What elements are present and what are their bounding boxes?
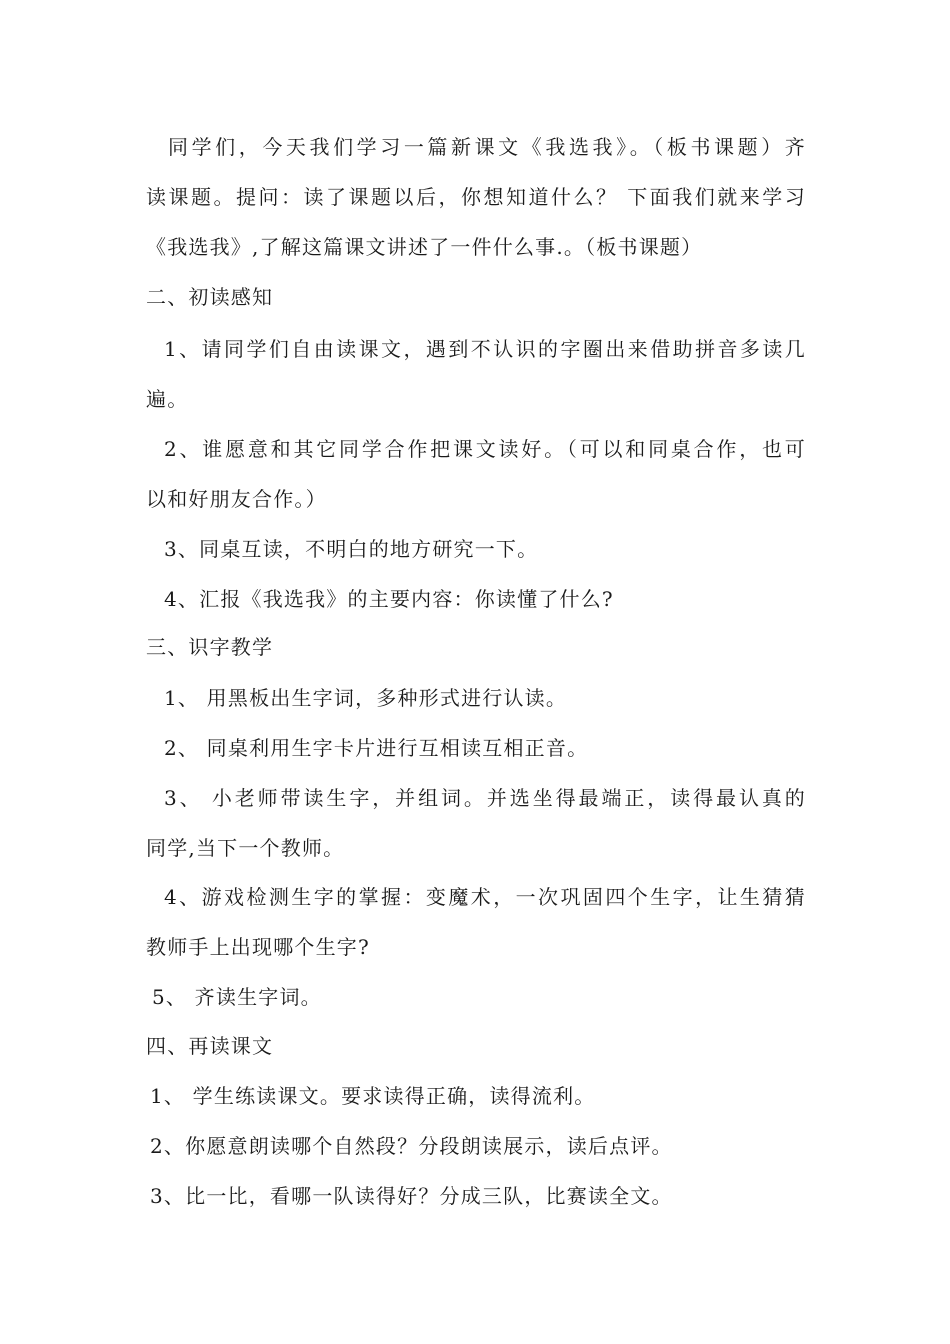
list-item-3-3-line-1: 3、 小老师带读生字，并组词。并选坐得最端正，读得最认真的: [164, 786, 806, 810]
paragraph-intro-line-2: 读课题。提问：读了课题以后，你想知道什么？ 下面我们就来学习: [146, 185, 806, 209]
list-item-4-1: 1、 学生练读课文。要求读得正确，读得流利。: [150, 1084, 596, 1108]
section-heading-3: 三、识字教学: [146, 635, 274, 659]
list-item-2-4: 4、汇报《我选我》的主要内容：你读懂了什么?: [164, 587, 614, 611]
list-item-2-2-line-1: 2、谁愿意和其它同学合作把课文读好。（可以和同桌合作，也可: [164, 437, 806, 461]
list-item-2-1-line-1: 1、请同学们自由读课文，遇到不认识的字圈出来借助拼音多读几: [164, 337, 806, 361]
list-item-3-4-line-2: 教师手上出现哪个生字?: [146, 935, 370, 959]
paragraph-intro-line-3: 《我选我》,了解这篇课文讲述了一件什么事.。（板书课题）: [146, 235, 703, 259]
paragraph-intro-line-1: 同学们，今天我们学习一篇新课文《我选我》。（板书课题）齐: [168, 135, 806, 159]
list-item-4-3: 3、比一比，看哪一队读得好？分成三队，比赛读全文。: [150, 1184, 673, 1208]
list-item-2-2-line-2: 以和好朋友合作。）: [146, 487, 327, 511]
list-item-4-2: 2、你愿意朗读哪个自然段？分段朗读展示，读后点评。: [150, 1134, 673, 1158]
section-heading-4: 四、再读课文: [146, 1034, 274, 1058]
list-item-3-2: 2、 同桌利用生字卡片进行互相读互相正音。: [164, 736, 589, 760]
list-item-3-5: 5、 齐读生字词。: [152, 985, 322, 1009]
list-item-2-1-line-2: 遍。: [146, 387, 189, 411]
list-item-3-3-line-2: 同学,当下一个教师。: [146, 836, 345, 860]
list-item-3-4-line-1: 4、游戏检测生字的掌握：变魔术，一次巩固四个生字，让生猜猜: [164, 885, 806, 909]
section-heading-2: 二、初读感知: [146, 285, 274, 309]
list-item-2-3: 3、同桌互读，不明白的地方研究一下。: [164, 537, 539, 561]
list-item-3-1: 1、 用黑板出生字词，多种形式进行认读。: [164, 686, 568, 710]
